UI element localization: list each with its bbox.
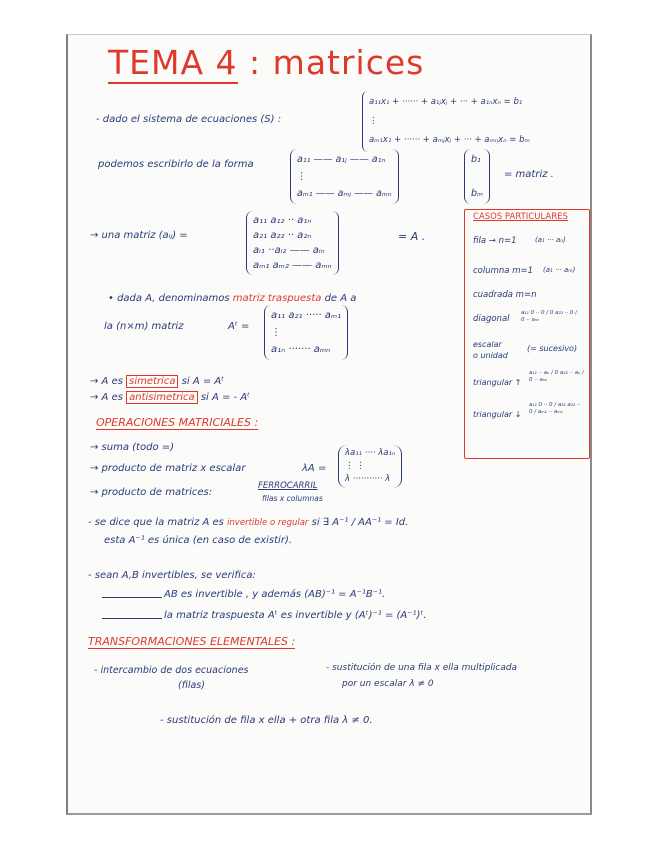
transf-heading: TRANSFORMACIONES ELEMENTALES : (88, 635, 296, 648)
transpose-term: matriz traspuesta (232, 293, 322, 304)
antisymmetric-line (90, 392, 250, 403)
transpose-tail: de A a (324, 293, 357, 304)
inv-term: invertible o regular (227, 518, 309, 528)
op-ferrocarril: FERROCARRIL (258, 481, 318, 491)
antisym-prefix: → A es (90, 392, 123, 403)
case-identidad: (= sucesivo) (527, 344, 578, 353)
tm-row-3: a₁ₙ ······· aₘₙ (271, 344, 331, 355)
invertible-line-1 (88, 517, 408, 528)
case-escalar: escalar (473, 340, 502, 349)
coef-row-3: aₘ₁ —— aₘⱼ —— aₘₙ (297, 188, 392, 199)
gm-row-2: a₂₁ a₂₂ ·· a₂ₙ (253, 230, 312, 241)
case-triangular-up-matrix: a₁₁ ·· aₙ / 0 a₂₂ ·· aₙ / 0 ·· aₙₙ (529, 370, 584, 383)
cases-heading: CASOS PARTICULARES (473, 212, 568, 222)
props-arrow-2 (102, 618, 162, 619)
lm-row-2: ⋮ ⋮ (345, 461, 365, 471)
antisym-condition: si A = - Aᵗ (200, 392, 251, 403)
rhs-vector (464, 149, 490, 204)
coef-row-2: ⋮ (297, 171, 307, 182)
coefficient-matrix (290, 149, 399, 204)
sym-condition: si A = Aᵗ (181, 376, 225, 387)
particular-cases-box (464, 209, 590, 459)
gm-row-1: a₁₁ a₁₂ ·· a₁ₙ (253, 215, 312, 226)
tm-row-2: ⋮ (271, 327, 281, 338)
op-producto-escalar: → producto de matriz x escalar (90, 463, 246, 474)
case-unidad: o unidad (473, 351, 508, 360)
props-arrow-1 (102, 597, 162, 598)
system-row-2: ⋮ (369, 116, 378, 126)
transpose-intro: • dada A, denominamos (108, 293, 230, 304)
props-intro: - sean A,B invertibles, se verifica: (88, 570, 256, 581)
op-lambda-a: λA = (302, 463, 327, 474)
transf-sustitucion-escalar: - sustitución de una fila x ella multiplicada (326, 663, 518, 673)
op-producto-matrices: → producto de matrices: (90, 487, 213, 498)
op-suma: → suma (todo =) (90, 442, 175, 453)
case-columna-matrix: (a₁ ··· aₘ) (543, 266, 576, 274)
case-fila: fila → n=1 (473, 236, 517, 246)
inv-prefix: - se dice que la matriz A es (88, 517, 224, 528)
intro-podemos: podemos escribirlo de la forma (98, 159, 254, 170)
lm-row-3: λ ··········· λ (345, 474, 391, 484)
props-ab: AB es invertible , y además (AB)⁻¹ = A⁻¹B⁻¹. (164, 589, 386, 600)
transf-filas: (filas) (178, 680, 205, 691)
lm-row-1: λa₁₁ ···· λa₁ₙ (345, 448, 396, 458)
case-fila-matrix: (a₁ ··· aₙ) (535, 236, 566, 244)
system-row-1: a₁₁x₁ + ······ + a₁ⱼxⱼ + ··· + a₁ₙxₙ = b₁ (369, 97, 523, 107)
ops-heading: OPERACIONES MATRICIALES : (96, 416, 259, 429)
props-transpose: la matriz traspuesta Aᵗ es invertible y (Aᵗ)⁻¹ = (A⁻¹)ᵗ. (164, 610, 427, 621)
general-matrix (246, 211, 339, 275)
system-row-3: aₘ₁x₁ + ······ + aₘⱼxⱼ + ··· + aₘₙxₙ = bₘ (369, 135, 530, 145)
case-columna: columna m=1 (473, 266, 534, 276)
transpose-at: Aᵗ = (228, 321, 250, 332)
antisym-term: antisimetrica (126, 391, 197, 404)
tm-row-1: a₁₁ a₂₁ ····· aₘ₁ (271, 310, 342, 321)
case-triangular-up: triangular ↑ (473, 378, 522, 387)
page-title (108, 43, 424, 82)
case-triangular-down: triangular ↓ (473, 410, 522, 419)
intro-dado: - dado el sistema de ecuaciones (S) : (96, 114, 282, 125)
intro-matriz: = matriz . (504, 169, 554, 180)
gm-row-4: aₘ₁ aₘ₂ —— aₘₙ (253, 260, 332, 271)
notebook-page (66, 34, 592, 815)
matrix-def-eq: = A . (398, 230, 426, 243)
transpose-matrix (264, 305, 348, 360)
inv-condition: si ∃ A⁻¹ / AA⁻¹ = Id. (311, 517, 409, 528)
title-tema: TEMA 4 (108, 43, 238, 82)
transpose-line-2: la (n×m) matriz (104, 321, 184, 332)
title-subject: matrices (272, 43, 425, 82)
rhs-row-3: bₘ (471, 188, 483, 199)
gm-row-3: aᵢ₁ ··aᵢ₂ —— aᵢₙ (253, 245, 325, 256)
lambda-matrix (338, 445, 402, 488)
matrix-def-label: → una matriz (aᵢⱼ) = (90, 230, 188, 241)
transf-intercambio: - intercambio de dos ecuaciones (94, 665, 249, 676)
rhs-row-1: b₁ (471, 154, 481, 165)
symmetric-line (90, 376, 224, 387)
sym-prefix: → A es (90, 376, 123, 387)
op-filas-columnas: filas x columnas (262, 494, 323, 503)
case-triangular-down-matrix: a₁₁ 0 ·· 0 / a₂₁ a₂₂ ·· 0 / aₘ₁ ·· aₘₙ (529, 402, 581, 415)
system-brace (362, 91, 536, 152)
sym-term: simetrica (126, 375, 178, 388)
case-diagonal: diagonal (473, 314, 510, 324)
transf-sustitucion-fila: - sustitución de fila x ella + otra fila λ ≠ 0. (160, 715, 373, 726)
coef-row-1: a₁₁ —— a₁ⱼ —— a₁ₙ (297, 154, 386, 165)
title-separator: : (249, 43, 262, 82)
case-cuadrada: cuadrada m=n (473, 290, 537, 300)
invertible-line-2: esta A⁻¹ es única (en caso de existir). (104, 535, 293, 546)
case-diagonal-matrix: a₁₁ 0 ·· 0 / 0 a₂₂ ·· 0 / 0 ·· aₙₙ (521, 310, 577, 323)
transpose-line-1 (108, 293, 356, 304)
transf-escalar: por un escalar λ ≠ 0 (342, 679, 434, 689)
